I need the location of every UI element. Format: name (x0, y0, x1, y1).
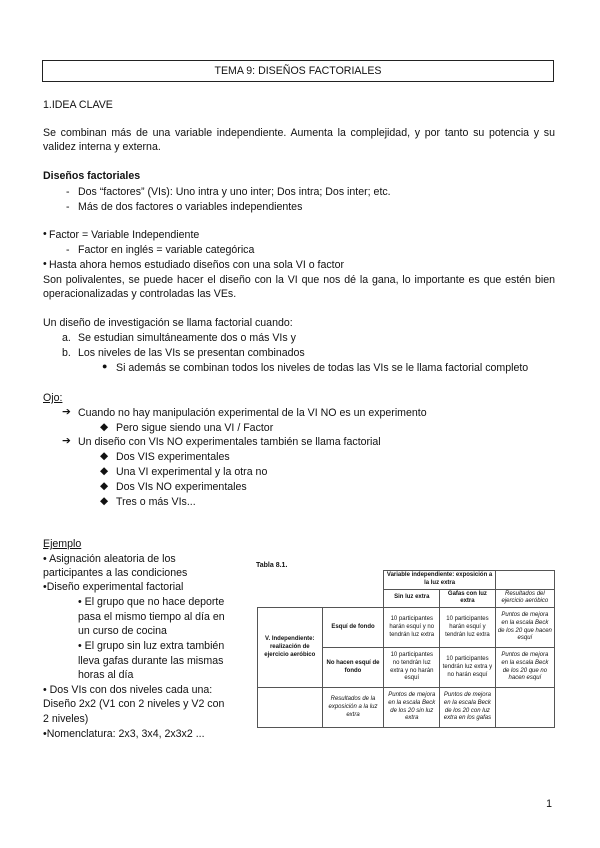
table-row-label: Esquí de fondo (322, 608, 384, 648)
list-subitem: Si además se combinan todos los niveles de todas las VIs se le llama factorial completo (116, 362, 529, 374)
list-item: Dos “factores” (VIs): Uno intra y uno inter; Dos intra; Dos inter; etc. (78, 186, 391, 198)
factor-line: Hasta ahora hemos estudiado diseños con una sola VI o factor (49, 259, 345, 271)
ojo-subitem: Pero sigue siendo una VI / Factor (116, 422, 274, 434)
list-item: Los niveles de las VIs se presentan combinados (78, 347, 305, 359)
page-title: TEMA 9: DISEÑOS FACTORIALES (42, 60, 554, 82)
table-cell: 10 participantes harán esquí y no tendrán luz extra (384, 608, 440, 648)
disenos-heading: Diseños factoriales (43, 170, 141, 182)
ejemplo-line: Diseño 2x2 (V1 con 2 niveles y V2 con (43, 698, 225, 710)
table-row-label: No hacen esquí de fondo (322, 648, 384, 688)
ejemplo-line: • El grupo que no hace deporte (78, 596, 225, 608)
table-cell: 10 participantes no tendrán luz extra y no harán esquí (384, 648, 440, 688)
ojo-heading: Ojo: (43, 392, 63, 404)
factor-line: Factor = Variable Independiente (49, 229, 200, 241)
diamond-icon: ◆ (100, 450, 109, 462)
table-caption: Tabla 8.1. (256, 562, 288, 569)
ejemplo-line: pasa el mismo tiempo al día en (78, 611, 225, 623)
ojo-subitem: Tres o más VIs... (116, 496, 196, 508)
ejemplo-line: participantes a las condiciones (43, 567, 188, 579)
ojo-item: Cuando no hay manipulación experimental de la VI NO es un experimento (78, 407, 427, 419)
table-cell: Puntos de mejora en la escala Beck de los 20 con luz extra en los gafas (440, 688, 496, 728)
factorial-intro: Un diseño de investigación se llama factorial cuando: (43, 317, 293, 329)
dash-bullet: - (66, 244, 70, 256)
ojo-item: Un diseño con VIs NO experimentales también se llama factorial (78, 436, 381, 448)
table-cell: 10 participantes harán esquí y tendrán luz extra (440, 608, 496, 648)
ejemplo-line: lleva gafas durante las mismas (78, 655, 224, 667)
section-heading: 1.IDEA CLAVE (43, 99, 113, 111)
ejemplo-line: •Nomenclatura: 2x3, 3x4, 2x3x2 ... (43, 728, 205, 740)
table-col-header: Resultados del ejercicio aeróbico (495, 589, 554, 608)
arrow-icon: ➔ (62, 406, 71, 418)
intro-paragraph: Se combinan más de una variable independiente. Aumenta la complejidad, y por tanto su potencia y su validez interna y externa. (43, 127, 555, 154)
diamond-icon: ◆ (100, 421, 109, 433)
table-cell: 10 participantes tendrán luz extra y no harán esquí (440, 648, 496, 688)
list-item: Más de dos factores o variables independientes (78, 201, 303, 213)
table-row-label: Resultados de la exposición a la luz extra (322, 688, 384, 728)
diamond-icon: ◆ (100, 465, 109, 477)
arrow-icon: ➔ (62, 435, 71, 447)
dash-bullet: - (66, 201, 70, 213)
ejemplo-line: 2 niveles) (43, 713, 89, 725)
ejemplo-line: un curso de cocina (78, 625, 167, 637)
table-row-header: V. Independiente: realización de ejercicio aeróbico (258, 608, 323, 688)
table-cell: Puntos de mejora en la escala Beck de los 20 que no hacen esquí (495, 648, 554, 688)
diamond-icon: ◆ (100, 480, 109, 492)
ejemplo-line: horas al día (78, 669, 134, 681)
ejemplo-line: •Diseño experimental factorial (43, 581, 184, 593)
table-header-vi: Variable independiente: exposición a la luz extra (384, 571, 495, 590)
bullet: • (43, 258, 47, 270)
table-cell: Puntos de mejora en la escala Beck de los 20 que hacen esquí (495, 608, 554, 648)
list-item: Se estudian simultáneamente dos o más VIs y (78, 332, 296, 344)
ejemplo-line: • Asignación aleatoria de los (43, 553, 176, 565)
ojo-subitem: Dos VIs NO experimentales (116, 481, 247, 493)
list-marker: b. (62, 347, 71, 359)
ejemplo-line: • Dos VIs con dos niveles cada una: (43, 684, 213, 696)
factor-sub: Factor en inglés = variable categórica (78, 244, 255, 256)
dash-bullet: - (66, 186, 70, 198)
bullet: • (43, 228, 47, 240)
factorial-table (257, 570, 555, 728)
ejemplo-line: • El grupo sin luz extra también (78, 640, 225, 652)
table-cell: Puntos de mejora en la escala Beck de los 20 sin luz extra (384, 688, 440, 728)
list-marker: a. (62, 332, 71, 344)
page-number: 1 (546, 798, 552, 810)
diamond-icon: ◆ (100, 495, 109, 507)
circle-bullet: ● (102, 361, 108, 371)
table-col-header: Sin luz extra (384, 589, 440, 608)
ojo-subitem: Una VI experimental y la otra no (116, 466, 268, 478)
ojo-subitem: Dos VIS experimentales (116, 451, 230, 463)
factor-paragraph: Son polivalentes, se puede hacer el diseño con la VI que nos dé la gana, lo importante es que estén bien operacionalizadas y controladas las VEs. (43, 274, 555, 301)
ejemplo-heading: Ejemplo (43, 538, 82, 550)
table-col-header: Gafas con luz extra (440, 589, 496, 608)
